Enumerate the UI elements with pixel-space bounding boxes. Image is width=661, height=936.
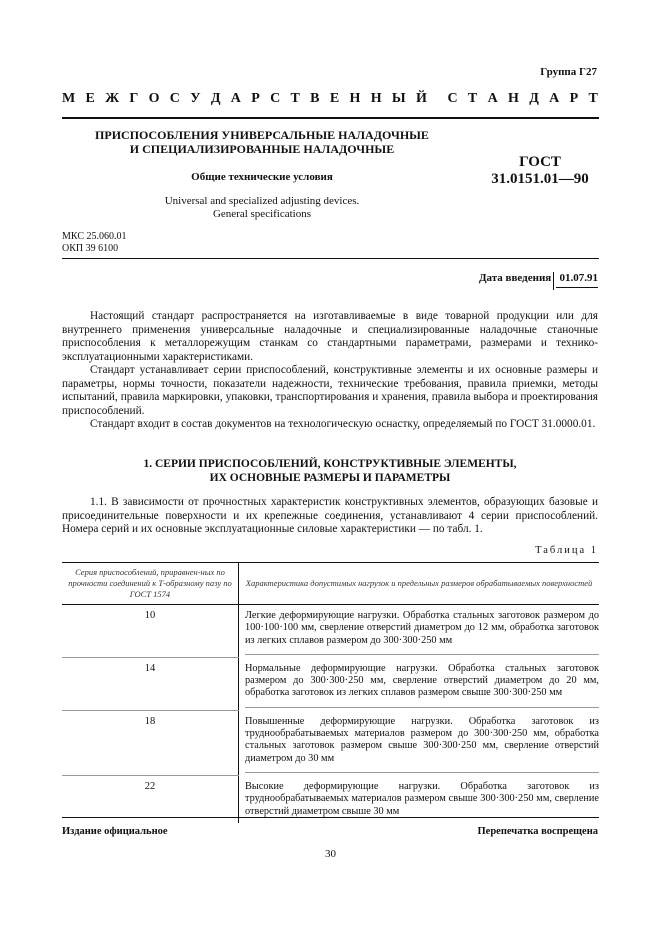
table-row (62, 605, 599, 658)
banner-letter: Е (85, 91, 95, 106)
intro-paragraph-3: Стандарт входит в состав документов на технологическую оснастку, определяемый по ГОСТ 31.0000.01. (90, 418, 596, 430)
banner-letter: Й (415, 91, 427, 106)
bottom-rule (62, 817, 599, 818)
english-title (62, 195, 462, 221)
okp-code: ОКП 39 6100 (62, 243, 119, 254)
banner-letter: Н (349, 91, 361, 106)
title-line-1: ПРИСПОСОБЛЕНИЯ УНИВЕРСАЛЬНЫЕ НАЛАДОЧНЫЕ (95, 128, 429, 142)
english-title-line-1: Universal and specialized adjusting devices. (164, 195, 360, 207)
banner-letter: Ж (105, 91, 120, 106)
banner-letter: Д (529, 91, 539, 106)
intro-paragraph-1: Настоящий стандарт распространяется на изготавливаемые в виде товарной продукции или для внутреннего применения универсальные наладочные и специализированные наладочные станочные приспособления к металлорежущим станкам со стандартными параметрами, размерами и технико-эксплуатационными характеристиками. (62, 310, 598, 363)
section-1-title-line-1: 1. СЕРИИ ПРИСПОСОБЛЕНИЙ, КОНСТРУКТИВНЫЕ ЭЛЕМЕНТЫ, (143, 458, 517, 470)
effective-date (479, 272, 598, 284)
series-cell: 22 (62, 776, 239, 824)
gost-label: ГОСТ (519, 154, 561, 170)
page-number: 30 (325, 848, 336, 860)
intro-text (62, 310, 598, 432)
table-header-characteristics: Характеристика допустимых нагрузок и предельных размеров обрабатываемых поверхностей (239, 563, 600, 605)
description-text: Нормальные деформирующие нагрузки. Обработка стальных заготовок размером до 300·300·250 мм, сверление отверстий диаметром до 20 мм, обработка заготовок из легких сплавов размером свыше 300·300·250 мм (245, 663, 599, 708)
table-row (62, 658, 599, 711)
banner-letter: О (148, 91, 160, 106)
series-cell: 18 (62, 711, 239, 776)
intro-paragraph-2: Стандарт устанавливает серии приспособлений, конструктивные элементы и их основные размеры и параметры, нормы точности, показатели надежности, технические требования, правила приемки, методы испытаний, правила маркировки, упаковки, транспортирования и хранения, правила выбора и проектирования приспособлений. (62, 364, 598, 417)
series-cell: 14 (62, 658, 239, 711)
gost-number (480, 154, 600, 188)
clause-1-1: 1.1. В зависимости от прочностных характеристик конструктивных элементов, образующих базовые и присоединительные поверхности и их крепежные соединения, устанавливают 4 серии приспособлений. Номера серий и их основные эксплуатационные силовые характеристики — по табл. 1. (62, 496, 598, 535)
group-code: Группа Г27 (540, 66, 597, 78)
classification-codes (62, 231, 126, 255)
description-cell (239, 711, 600, 776)
official-edition: Издание официальное (62, 826, 168, 837)
table-header-row (62, 563, 599, 605)
description-cell (239, 605, 600, 658)
reprint-prohibited: Перепечатка воспрещена (477, 826, 598, 837)
mks-code: МКС 25.060.01 (62, 231, 127, 242)
banner-letter: Е (329, 91, 340, 106)
date-bracket-vertical (553, 272, 554, 290)
banner-letter: Т (467, 91, 478, 106)
top-rule (62, 117, 599, 119)
description-text: Высокие деформирующие нагрузки. Обработка заготовок из труднообрабатываемых материалов размером свыше 300·300·250 мм, сверление отверстий диаметром свыше 30 мм (245, 780, 599, 817)
banner-letter: А (230, 91, 241, 106)
document-subtitle: Общие технические условия (191, 171, 333, 183)
banner-letter: Р (251, 91, 260, 106)
banner-letter: Н (508, 91, 519, 106)
date-label: Дата введения (478, 272, 552, 284)
table-caption: Таблица 1 (535, 545, 598, 556)
section-1-title-line-2: ИХ ОСНОВНЫЕ РАЗМЕРЫ И ПАРАМЕТРЫ (209, 472, 451, 484)
description-cell (239, 658, 600, 711)
banner-letter: Т (290, 91, 300, 106)
section-1-title (62, 457, 598, 485)
section-1-text (62, 496, 598, 537)
table-row (62, 711, 599, 776)
banner-letter: С (169, 91, 180, 106)
banner-letter: А (549, 91, 560, 106)
banner-letter: У (190, 91, 201, 106)
middle-rule (62, 258, 599, 259)
banner-letter: М (62, 91, 76, 106)
banner-letter: Т (588, 91, 598, 106)
english-title-line-2: General specifications (212, 208, 312, 220)
standard-banner (62, 91, 598, 107)
banner-letter: С (270, 91, 281, 106)
banner-letter: А (487, 91, 498, 106)
gost-code: 31.0151.01—90 (491, 171, 589, 187)
date-bracket-underline (556, 287, 598, 288)
banner-letter: В (310, 91, 320, 106)
document-title (62, 128, 462, 156)
description-text: Легкие деформирующие нагрузки. Обработка стальных заготовок размером до 100·100·100 мм, сверление отверстий диаметром до 12 мм, обработка заготовок из легких сплавов размером до 300·300·250 мм (245, 610, 599, 655)
series-cell: 10 (62, 605, 239, 658)
date-value: 01.07.91 (559, 272, 598, 284)
banner-letter: Г (129, 91, 139, 106)
table-1 (62, 562, 599, 823)
banner-letter: Ы (391, 91, 406, 106)
title-line-2: И СПЕЦИАЛИЗИРОВАННЫЕ НАЛАДОЧНЫЕ (129, 142, 395, 156)
table-header-series: Серия приспособлений, приравнен-ных по прочности соединений к Т-образному пазу по ГОСТ 1574 (62, 563, 239, 605)
banner-letter: Р (569, 91, 579, 106)
banner-letter: Д (210, 91, 221, 106)
banner-letter: Н (370, 91, 382, 106)
banner-letter: С (447, 91, 458, 106)
description-text: Повышенные деформирующие нагрузки. Обработка заготовок из труднообрабатываемых материалов размером до 300·300·250 мм, обработка стальных заготовок размером свыше 300·300·250 мм, сверление отверстий диаметром до 30 мм (245, 716, 599, 773)
